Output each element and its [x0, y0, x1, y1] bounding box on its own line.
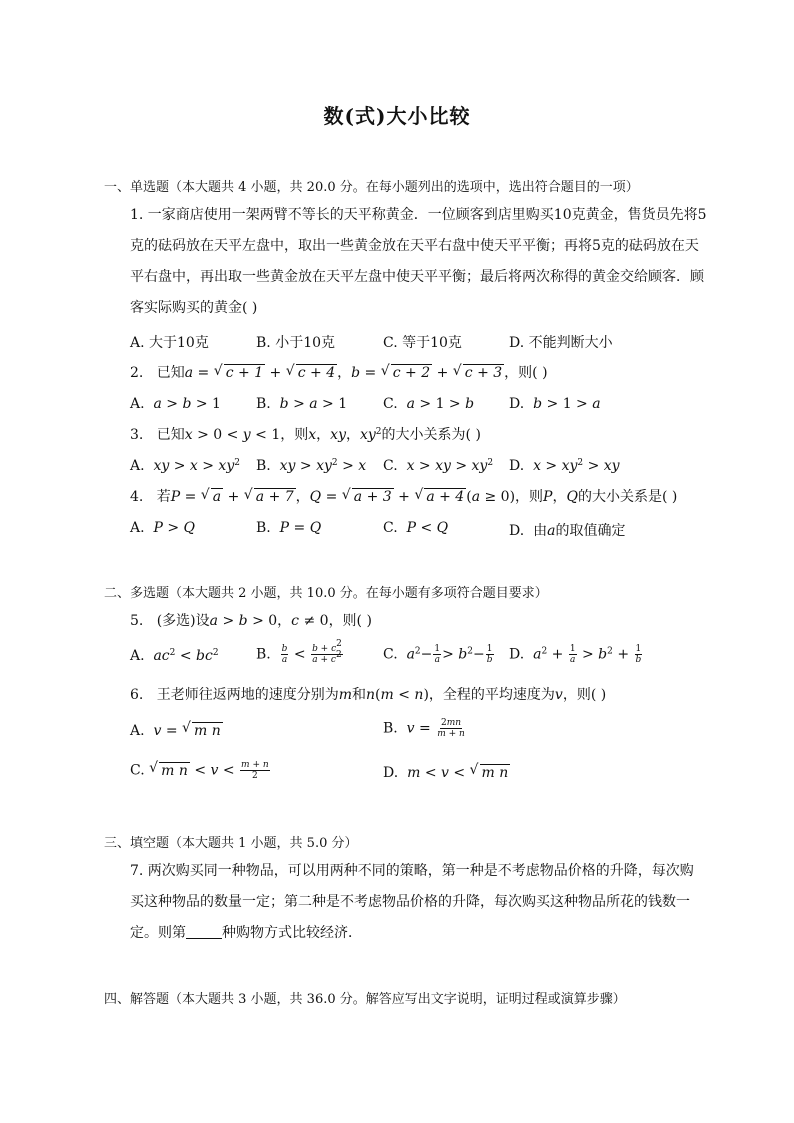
- q3-option-a: A. xy > $x > xy^2$: [130, 458, 240, 474]
- q3-option-c: C. x > xy > $xy^2$: [383, 458, 494, 474]
- question-4-stem: 4. 若P = √ a + √ a + 7 ，Q = √ a + 3 + √ a + 4 (a ≥ 0)，则P，Q的大小关系是( ): [130, 482, 677, 513]
- q5-option-b: B. $\frac{b}{a}$ < $\frac{b + c^2}{a + c^2}$: [256, 639, 342, 665]
- question-2-stem: 2. 已知a = √ c + 1 + √ c + 4 ，b = √ c + 2 + √ c + 3 ，则( ): [130, 358, 548, 389]
- q1-option-d: D. 不能判断大小: [509, 335, 613, 351]
- q4-option-c: C. P < Q: [383, 520, 449, 536]
- q5-option-c: C. $a^2-$ $\frac{1}{a}$ > $b^2-$ $\frac{1}{b}$: [383, 644, 493, 665]
- page-title: 数(式)大小比较: [323, 104, 471, 128]
- answer-blank[interactable]: [186, 924, 222, 939]
- q6-option-c: C. √ m n < v < $\frac{m + n}{2}$: [130, 760, 271, 781]
- q1-option-a: A. 大于10克: [130, 335, 209, 351]
- question-1-stem: 1. 一家商店使用一架两臂不等长的天平称黄金．一位顾客到店里购买10克黄金，售货员先将5克的砝码放在天平左盘中，取出一些黄金放在天平右盘中使天平平衡；再将5克的砝码放在天平右盘中，再出取一些黄金放在天平左盘中使天平平衡；最后将两次称得的黄金交给顾客．顾客实际购买的黄金( ): [130, 207, 707, 316]
- section-4-heading: 四、解答题（本大题共 3 小题，共 36.0 分。解答应写出文字说明，证明过程或演算步骤）: [104, 992, 626, 1007]
- question-7-line-2: 买这种物品的数量一定；第二种是不考虑物品价格的升降，每次购买这种物品所花的钱数一: [130, 894, 690, 910]
- q5-option-d: D. $a^2$ + $\frac{1}{a}$ > $b^2$ + $\frac{1}{b}$: [509, 644, 642, 665]
- q6-option-a: A. v = √ m n: [130, 722, 223, 739]
- question-7-line-1: 7. 两次购买同一种物品，可以用两种不同的策略，第一种是不考虑物品价格的升降，每次购: [130, 863, 694, 879]
- q6-option-d: D. m < v < √ m n: [383, 764, 510, 781]
- q1-option-b: B. 小于10克: [256, 335, 336, 351]
- q4-option-a: A. P > Q: [130, 520, 195, 536]
- q5-option-a: A. $ac^2 < bc^2$: [130, 648, 219, 664]
- question-3-stem: 3. 已知x > 0 < y < 1，则x，xy，$xy^2$的大小关系为( ): [130, 427, 481, 443]
- question-6-stem: 6. 王老师往返两地的速度分别为m和n(m < n)，全程的平均速度为v，则( ): [130, 687, 607, 703]
- q2-option-a: A. a > b > 1: [130, 396, 221, 412]
- section-1-heading: 一、单选题（本大题共 4 小题，共 20.0 分。在每小题列出的选项中，选出符合题目的一项）: [104, 180, 639, 195]
- q6-option-b: B. v = $\frac{2mn}{m + n}$: [383, 718, 465, 739]
- q3-option-d: D. $x > xy^2$ > xy: [509, 458, 620, 474]
- q4-option-d: D. 由a的取值确定: [509, 523, 626, 539]
- q3-option-b: B. xy > $xy^2 > x$: [256, 458, 367, 474]
- question-7-line-3: 定。则第 种购物方式比较经济．: [130, 925, 362, 941]
- q4-option-b: B. P = Q: [256, 520, 322, 536]
- q2-option-b: B. b > a > 1: [256, 396, 348, 412]
- section-3-heading: 三、填空题（本大题共 1 小题，共 5.0 分）: [104, 836, 358, 851]
- question-5-stem: 5. (多选)设a > b > 0，c ≠ 0，则( ): [130, 613, 372, 629]
- section-2-heading: 二、多选题（本大题共 2 小题，共 10.0 分。在每小题有多项符合题目要求）: [104, 586, 548, 601]
- q1-option-c: C. 等于10克: [383, 335, 462, 351]
- q2-option-c: C. a > 1 > b: [383, 396, 475, 412]
- q2-option-d: D. b > 1 > a: [509, 396, 601, 412]
